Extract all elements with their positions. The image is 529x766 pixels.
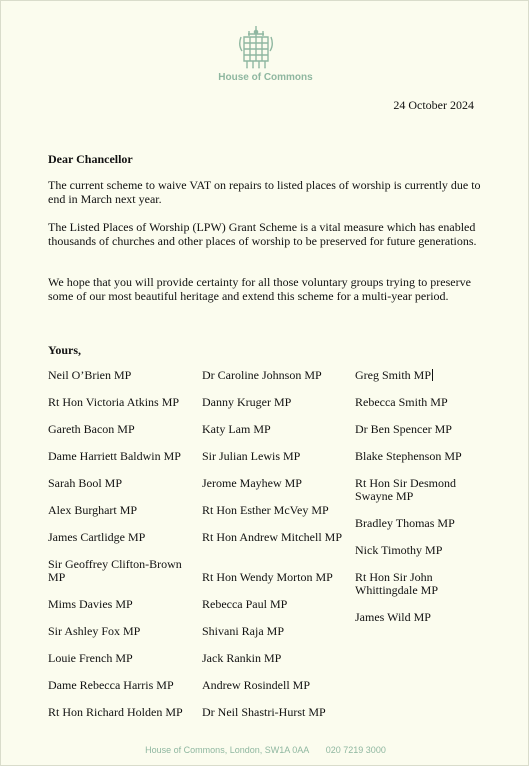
signatory: Bradley Thomas MP bbox=[355, 516, 455, 530]
signatory: Alex Burghart MP bbox=[48, 503, 138, 517]
paragraph-3: We hope that you will provide certainty for all those voluntary groups trying to preserve some of our most beautiful heritage and extend this scheme for a multi-year period. bbox=[48, 275, 471, 303]
signatory: Mims Davies MP bbox=[48, 597, 133, 611]
signatory: Rebecca Smith MP bbox=[355, 395, 448, 409]
paragraph-1: The current scheme to waive VAT on repairs to listed places of worship is currently due to end in March next year. bbox=[48, 178, 481, 206]
signatory[interactable] bbox=[355, 369, 475, 396]
signatory: Dr Ben Spencer MP bbox=[355, 422, 452, 436]
signatory: Louie French MP bbox=[48, 651, 133, 665]
signatory: James Wild MP bbox=[355, 610, 431, 624]
signatory-column-1 bbox=[48, 369, 198, 733]
letter-footer bbox=[1, 745, 529, 755]
signatory: James Cartlidge MP bbox=[48, 530, 146, 544]
signatory: Dame Harriett Baldwin MP bbox=[48, 449, 181, 463]
signatory: Rt Hon Wendy Morton MP bbox=[202, 570, 333, 584]
signatory: Rebecca Paul MP bbox=[202, 597, 288, 611]
organisation-name: House of Commons bbox=[218, 72, 313, 83]
signatory: Rt Hon Sir John Whittingdale MP bbox=[355, 570, 438, 597]
closing: Yours, bbox=[48, 343, 82, 357]
paragraph-2: The Listed Places of Worship (LPW) Grant Scheme is a vital measure which has enabled thousands of churches and other places of worship to be preserved for future generations. bbox=[48, 220, 477, 248]
signatory: Dr Neil Shastri-Hurst MP bbox=[202, 705, 326, 719]
signatory: Sir Ashley Fox MP bbox=[48, 624, 141, 638]
signatory: Danny Kruger MP bbox=[202, 395, 292, 409]
signatory: Katy Lam MP bbox=[202, 422, 271, 436]
signatory: Jack Rankin MP bbox=[202, 651, 282, 665]
signatory: Andrew Rosindell MP bbox=[202, 678, 310, 692]
signatory: Gareth Bacon MP bbox=[48, 422, 135, 436]
signatory: Dame Rebecca Harris MP bbox=[48, 678, 174, 692]
salutation: Dear Chancellor bbox=[48, 152, 133, 166]
signatory: Neil O’Brien MP bbox=[48, 368, 132, 382]
signatory: Rt Hon Victoria Atkins MP bbox=[48, 395, 180, 409]
signatory: Rt Hon Sir Desmond Swayne MP bbox=[355, 476, 457, 503]
signatory: Jerome Mayhew MP bbox=[202, 476, 302, 490]
signatory: Shivani Raja MP bbox=[202, 624, 285, 638]
signatory: Sarah Bool MP bbox=[48, 476, 123, 490]
footer-address: House of Commons, London, SW1A 0AA bbox=[145, 745, 310, 755]
signatory: Sir Geoffrey Clifton-Brown MP bbox=[48, 557, 182, 584]
signatory-name: Greg Smith MP bbox=[355, 368, 432, 382]
signatory-column-2 bbox=[202, 369, 352, 733]
signatory: Dr Caroline Johnson MP bbox=[202, 368, 322, 382]
footer-phone: 020 7219 3000 bbox=[325, 745, 386, 755]
signatory: Blake Stephenson MP bbox=[355, 449, 462, 463]
signatory: Rt Hon Esther McVey MP bbox=[202, 503, 329, 517]
signatory-column-3 bbox=[355, 369, 475, 638]
letter-date: 24 October 2024 bbox=[393, 98, 474, 112]
signatory: Nick Timothy MP bbox=[355, 543, 443, 557]
signatory: Rt Hon Andrew Mitchell MP bbox=[202, 530, 342, 544]
text-cursor bbox=[432, 369, 433, 381]
signatory: Sir Julian Lewis MP bbox=[202, 449, 301, 463]
portcullis-icon bbox=[239, 25, 273, 69]
signatory: Rt Hon Richard Holden MP bbox=[48, 705, 183, 719]
